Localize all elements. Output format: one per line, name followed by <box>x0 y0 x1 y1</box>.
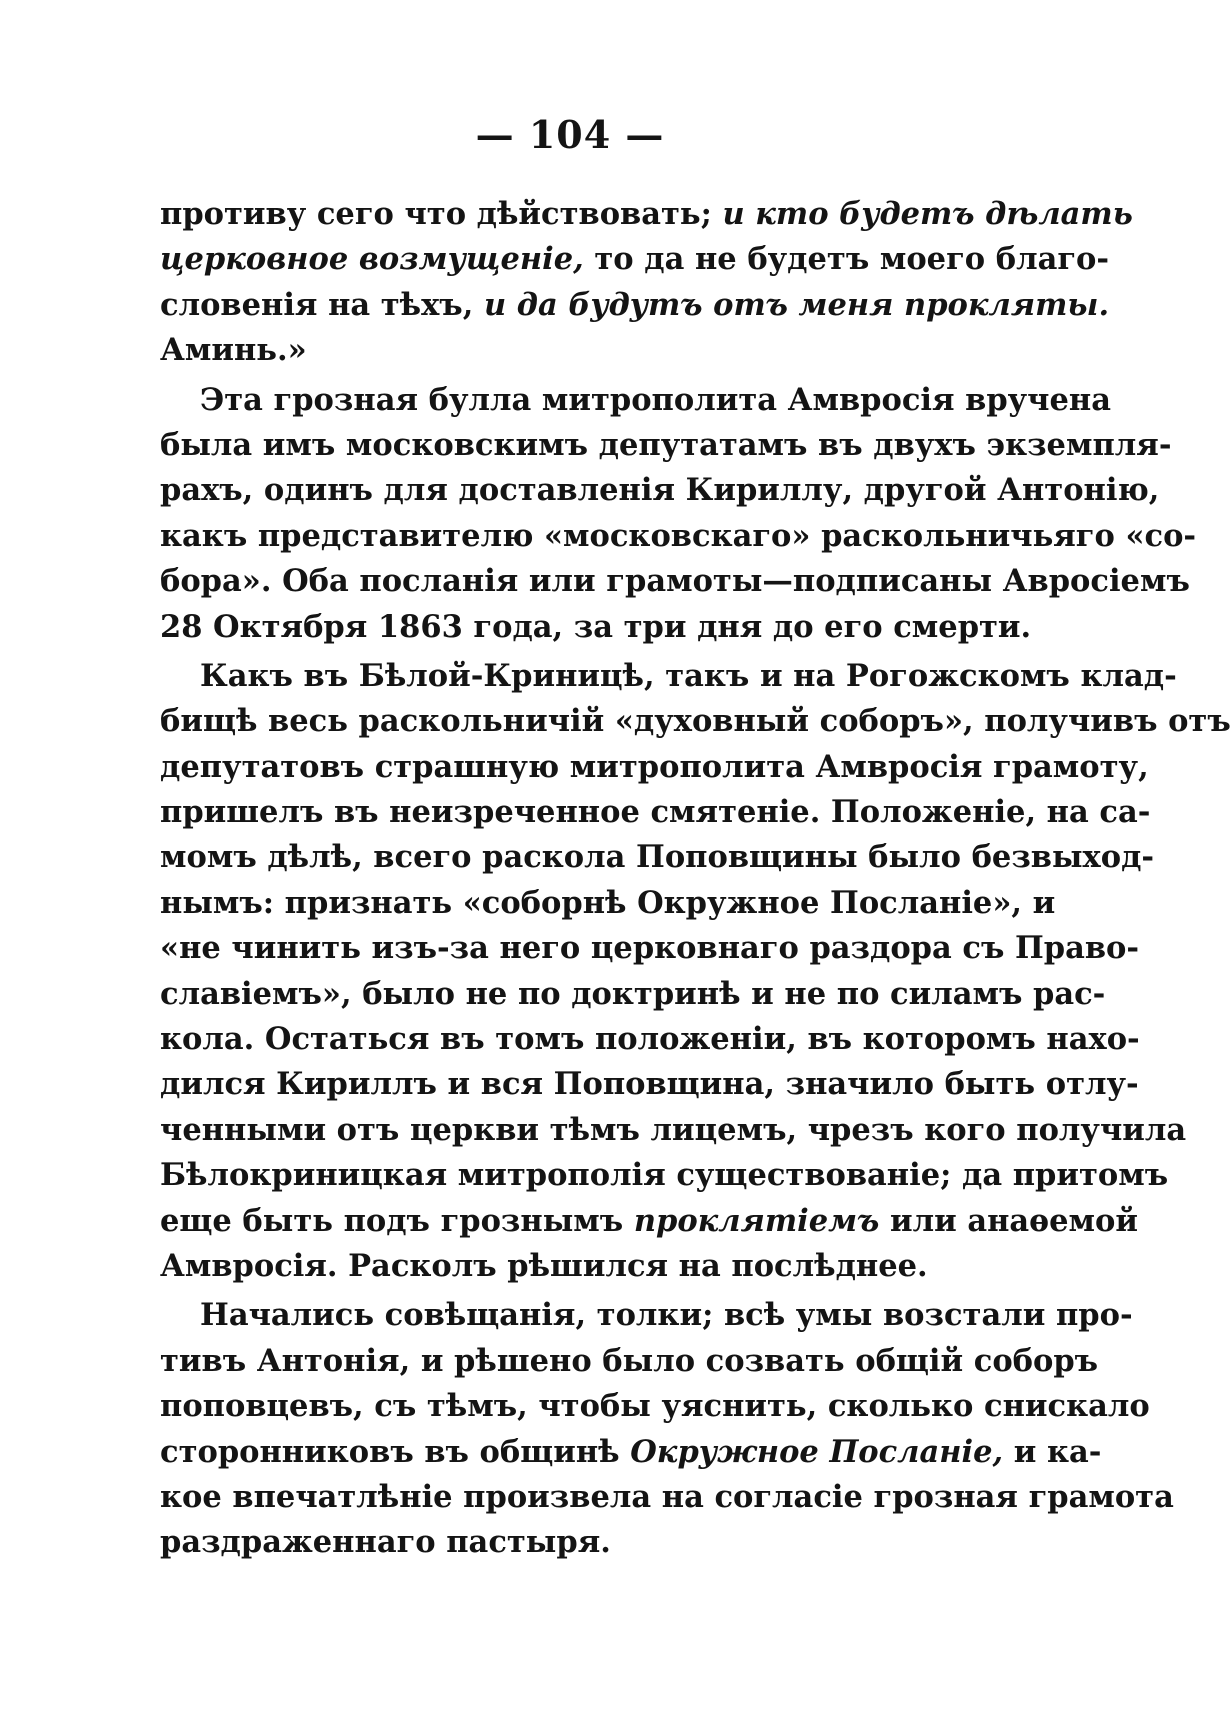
text-span: Какъ въ Бѣлой-Криницѣ, такъ и на Рогожскомъ клад- <box>200 657 1177 694</box>
text-span: бищѣ весь раскольничій «духовный соборъ», получивъ отъ <box>160 703 1231 740</box>
text-line <box>160 1199 1138 1244</box>
text-span: сторонниковъ въ общинѣ <box>160 1433 631 1470</box>
text-line <box>160 699 1231 744</box>
text-line <box>160 926 1140 971</box>
text-line <box>160 1384 1150 1429</box>
text-span: 28 Октября 1863 года, за три дня до его смерти. <box>160 608 1032 645</box>
text-span: была имъ московскимъ депутатамъ въ двухъ экземпля- <box>160 426 1172 463</box>
text-line <box>160 1017 1140 1062</box>
text-line <box>160 972 1106 1017</box>
text-line <box>160 1108 1187 1153</box>
text-span: кола. Остаться въ томъ положеніи, въ которомъ нахо- <box>160 1021 1140 1058</box>
text-line <box>160 468 1160 513</box>
text-line <box>160 835 1155 880</box>
body-text <box>160 192 1231 1566</box>
text-span: нымъ: признать «соборнѣ Окружное Посланіе», и <box>160 884 1056 921</box>
text-line <box>160 283 1110 328</box>
italic-text-span: проклятіемъ <box>633 1202 880 1239</box>
text-span: Эта грозная булла митрополита Амвросія вручена <box>200 381 1111 418</box>
text-span: бора». Оба посланія или грамоты—подписаны Авросіемъ <box>160 563 1190 600</box>
text-line <box>160 378 1111 423</box>
text-span: депутатовъ страшную митрополита Амвросія грамоту, <box>160 748 1149 785</box>
text-line <box>160 1475 1174 1520</box>
text-line <box>160 881 1056 926</box>
text-span: дился Кириллъ и вся Поповщина, значило быть отлу- <box>160 1066 1139 1103</box>
text-line <box>160 1339 1099 1384</box>
text-span: пришелъ въ неизреченное смятеніе. Положеніе, на са- <box>160 794 1151 831</box>
text-line <box>160 790 1151 835</box>
text-line <box>160 1430 1102 1475</box>
text-span: тивъ Антонія, и рѣшено было созвать общій соборъ <box>160 1342 1099 1379</box>
text-span: «не чинить изъ-за него церковнаго раздора съ Право- <box>160 930 1140 967</box>
text-span: славіемъ», было не по доктринѣ и не по силамъ рас- <box>160 975 1106 1012</box>
text-span: и ка- <box>1003 1433 1102 1470</box>
text-span: словенія на тѣхъ, <box>160 286 484 323</box>
text-span: рахъ, одинъ для доставленія Кириллу, другой Антонію, <box>160 472 1160 509</box>
text-line <box>160 1520 1000 1565</box>
text-line <box>160 328 1000 373</box>
text-line <box>160 192 1133 237</box>
text-span: раздраженнаго пастыря. <box>160 1524 611 1561</box>
text-span: еще быть подъ грознымъ <box>160 1202 634 1239</box>
text-span: Амвросія. Расколъ рѣшился на послѣднее. <box>160 1247 928 1284</box>
italic-text-span: и кто будетъ дѣлать <box>722 196 1133 232</box>
text-span: момъ дѣлѣ, всего раскола Поповщины было безвыход- <box>160 839 1155 876</box>
text-line <box>160 1062 1139 1107</box>
text-span: ченными отъ церкви тѣмъ лицемъ, чрезъ кого получила <box>160 1111 1187 1148</box>
italic-text-span: Окружное Посланіе, <box>630 1433 1004 1470</box>
text-line <box>160 514 1197 559</box>
text-span: противу сего что дѣйствовать; <box>160 196 723 232</box>
text-line <box>160 559 1190 604</box>
text-line <box>160 605 1032 650</box>
text-span: или анаѳемой <box>879 1202 1138 1239</box>
text-span: какъ представителю «московскаго» раскольничьяго «со- <box>160 517 1197 554</box>
text-span: Аминь.» <box>160 332 307 369</box>
text-line <box>160 423 1172 468</box>
text-line <box>160 745 1149 790</box>
text-span: кое впечатлѣніе произвела на согласіе грозная грамота <box>160 1478 1174 1515</box>
page-number: — 104 — <box>475 112 665 157</box>
text-line <box>160 654 1177 699</box>
italic-text-span: церковное возмущеніе, <box>160 241 584 278</box>
italic-text-span: и да будутъ отъ меня прокляты. <box>483 286 1110 323</box>
text-span: Начались совѣщанія, толки; всѣ умы возстали про- <box>200 1297 1133 1334</box>
text-span: то да не будетъ моего благо- <box>583 241 1110 278</box>
text-span: поповцевъ, съ тѣмъ, чтобы уяснить, сколько снискало <box>160 1388 1150 1425</box>
text-line <box>160 1153 1169 1198</box>
text-span: Бѣлокриницкая митрополія существованіе; да притомъ <box>160 1157 1169 1194</box>
text-line <box>160 237 1110 282</box>
text-line <box>160 1244 1000 1289</box>
text-line <box>160 1293 1133 1338</box>
